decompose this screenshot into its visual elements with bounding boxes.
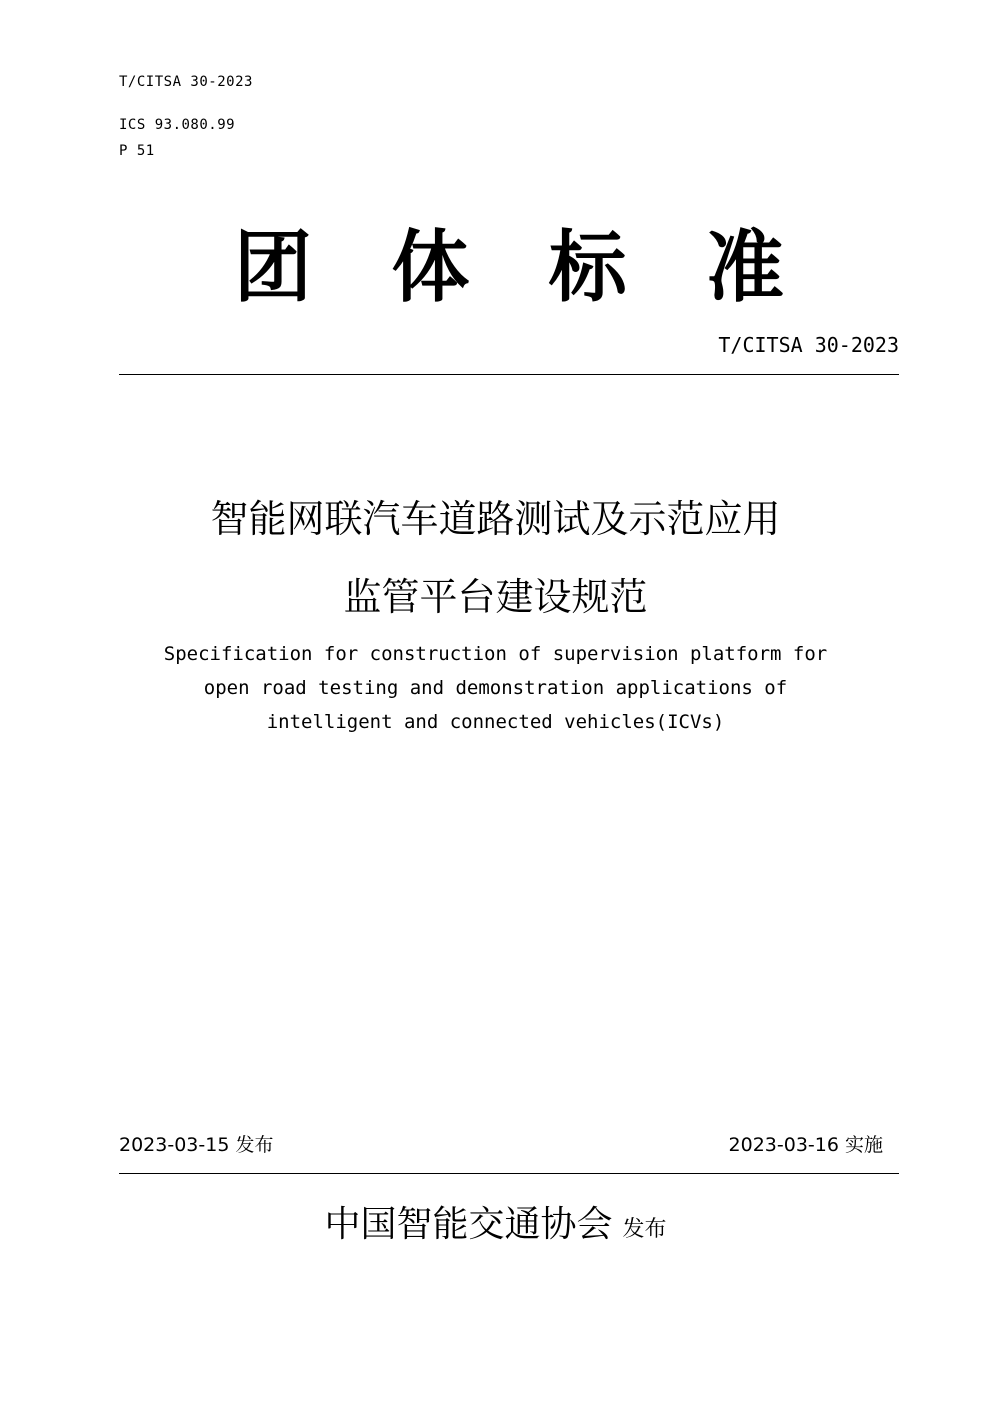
standard-number: T/CITSA 30-2023 <box>718 333 899 357</box>
document-type-title <box>119 223 899 313</box>
ics-code: ICS 93.080.99 <box>119 117 236 133</box>
title-char-4: 准 <box>705 223 784 313</box>
publisher <box>0 1200 991 1256</box>
classification-code: P 51 <box>119 143 155 159</box>
standard-code-header: T/CITSA 30-2023 <box>119 74 253 90</box>
chinese-title-line-2: 监管平台建设规范 <box>343 575 648 619</box>
chinese-title-line-1: 智能网联汽车道路测试及示范应用 <box>210 497 781 541</box>
title-char-1: 团 <box>234 223 313 313</box>
bottom-divider <box>119 1173 899 1174</box>
implement-date: 2023-03-16 实施 <box>728 1134 883 1156</box>
publisher-suffix: 发布 <box>622 1217 667 1242</box>
publish-date: 2023-03-15 发布 <box>119 1134 274 1156</box>
title-char-2: 体 <box>391 223 470 313</box>
publisher-name: 中国智能交通协会 <box>324 1204 613 1245</box>
english-title-line-3: intelligent and connected vehicles(ICVs) <box>266 711 725 733</box>
title-char-3: 标 <box>548 223 627 313</box>
english-title-line-1: Specification for construction of supervision platform for <box>163 643 828 665</box>
english-title-line-2: open road testing and demonstration applications of <box>203 677 788 699</box>
top-divider <box>119 374 899 375</box>
